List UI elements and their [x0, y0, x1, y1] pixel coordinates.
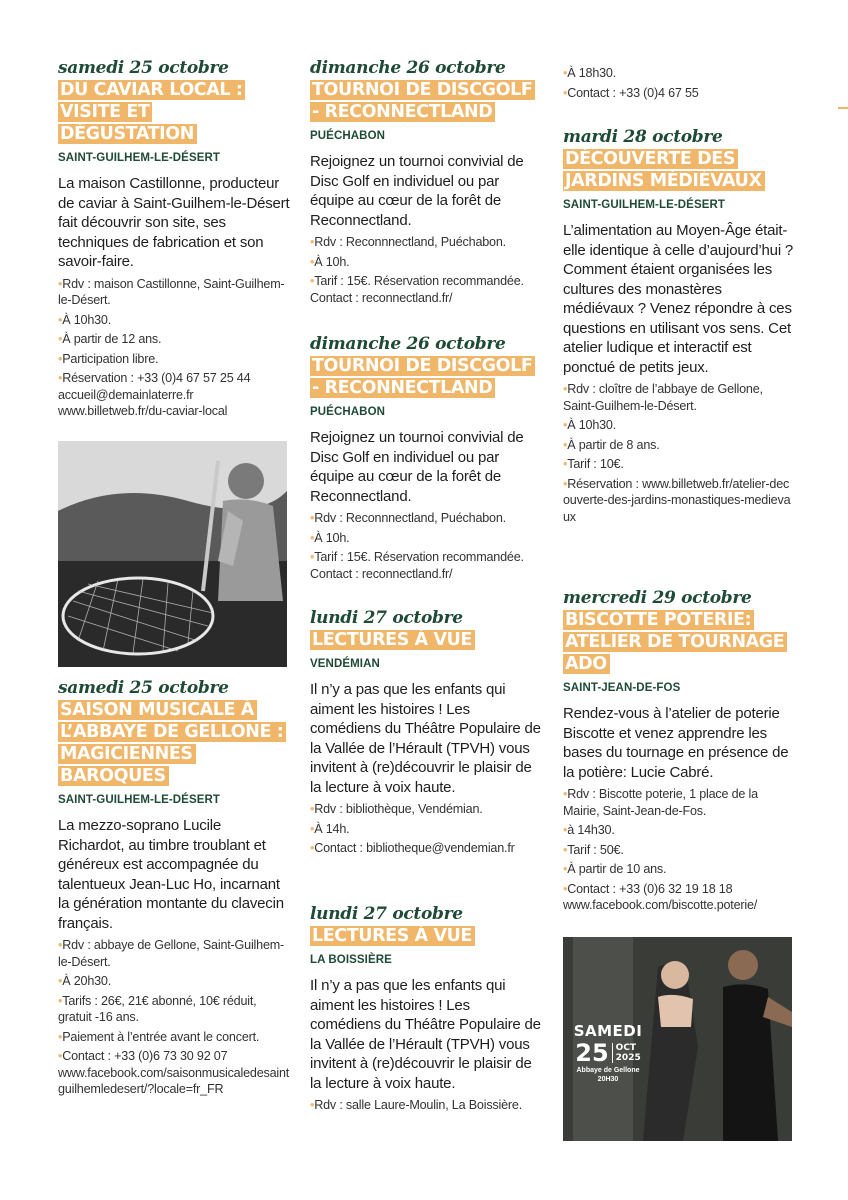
event-info: •À 10h. [310, 530, 350, 545]
event-info: •À partir de 10 ans. [563, 862, 667, 876]
event-date: samedi 25 octobre [58, 678, 229, 698]
poster-month: OCT [615, 1043, 637, 1053]
event-info: •Rdv : Reconnnectland, Puéchabon. [310, 235, 506, 249]
event-info: •Contact : +33 (0)4 67 55 [563, 85, 699, 100]
event-info: •Rdv : bibliothèque, Vendémian. [310, 802, 483, 816]
poster-year: 2025 [615, 1053, 641, 1063]
event-description: Rejoignez un tournoi convivial de Disc Golf en individuel ou par équipe au cœur de la forêt de Reconnectland. [310, 429, 524, 505]
event-place: SAINT-GUILHEM-LE-DÉSERT [58, 794, 221, 806]
event-description: Il n’y a pas que les enfants qui aiment les histoires ! Les comédiens du Théâtre Populaire de la Vallée de l’Hérault (TPVH) vous invitent à (re)découvrir le plaisir de la lecture à voix haute. [310, 681, 541, 796]
photo-illustration [58, 441, 287, 667]
event-place: PUÉCHABON [310, 130, 386, 142]
event-place: SAINT-JEAN-DE-FOS [563, 682, 681, 694]
event-info: •À partir de 12 ans. [58, 332, 162, 346]
event-info: •Rdv : Reconnnectland, Puéchabon. [310, 511, 506, 525]
event-title: LECTURES À VUE [310, 925, 542, 947]
event-description: La maison Castillonne, producteur de caviar à Saint-Guilhem-le-Désert fait découvrir son site, ses techniques de fabrication et son savoir-faire. [58, 175, 290, 270]
event-info: •À partir de 8 ans. [563, 437, 660, 452]
poster-month-year [612, 1043, 641, 1063]
event-info: •Tarif : 10€. [563, 457, 624, 471]
event-discgolf-2 [310, 334, 542, 585]
event-date: samedi 25 octobre [58, 58, 229, 78]
event-place: VENDÉMIAN [310, 658, 380, 670]
event-place: SAINT-GUILHEM-LE-DÉSERT [58, 152, 221, 164]
event-date: mercredi 29 octobre [563, 588, 752, 608]
event-info: •À 10h30. [58, 312, 112, 327]
event-title: TOURNOI DE DISCGOLF - RECONNECTLAND [310, 79, 542, 123]
event-description: La mezzo-soprano Lucile Richardot, au timbre troublant et généreux est accompagnée du talentueux Jean-Luc Ho, incarnant la génération montante du clavecin français. [58, 817, 284, 932]
event-info: •Contact : +33 (0)6 73 30 92 07 [58, 1049, 228, 1063]
event-description: Rendez-vous à l’atelier de poterie Biscotte et venez apprendre les bases du tournage en présence de la potière: Lucie Cabré. [563, 705, 789, 781]
poster-day-number: 25 [575, 1039, 609, 1067]
event-info: •Participation libre. [58, 351, 159, 366]
event-info: •Tarif : 50€. [563, 842, 624, 857]
event-link: www.billetweb.fr/du-caviar-local [58, 404, 228, 418]
event-description: Rejoignez un tournoi convivial de Disc Golf en individuel ou par équipe au cœur de la forêt de Reconnectland. [310, 153, 524, 229]
event-place: SAINT-GUILHEM-LE-DÉSERT [563, 199, 726, 211]
event-info: •Rdv : abbaye de Gellone, Saint-Guilhem-le-Désert. [58, 938, 285, 969]
page-edge-mark [838, 107, 848, 109]
event-place: PUÉCHABON [310, 406, 386, 418]
event-title: TOURNOI DE DISCGOLF - RECONNECTLAND [310, 355, 542, 399]
poster-time: 20H30 [597, 1076, 619, 1083]
event-date: lundi 27 octobre [310, 608, 463, 628]
event-info: •Réservation : +33 (0)4 67 57 25 44 [58, 371, 251, 385]
event-info: •Paiement à l’entrée avant le concert. [58, 1029, 260, 1044]
poster-date-row [567, 1040, 649, 1066]
event-saison-musicale [58, 678, 290, 1098]
event-lectures-boissiere-continued [563, 62, 795, 104]
event-info: •À 20h30. [58, 974, 112, 988]
event-date: dimanche 26 octobre [310, 58, 506, 78]
event-discgolf-1 [310, 58, 542, 309]
poster-date-block [567, 1023, 649, 1084]
event-lectures-boissiere [310, 904, 542, 1117]
poster-day: SAMEDI [573, 1022, 643, 1040]
event-caviar [58, 58, 290, 420]
caviar-producer-photo [58, 441, 287, 667]
event-title: DU CAVIAR LOCAL : VISITE ET DÉGUSTATION [58, 79, 290, 145]
event-biscotte-poterie [563, 588, 795, 914]
event-info: •à 14h30. [563, 823, 615, 837]
concert-poster-photo [563, 937, 792, 1141]
event-info: •Réservation : www.billetweb.fr/atelier-decouverte-des-jardins-monastiques-medievaux [563, 476, 791, 524]
event-jardins-medievaux [563, 127, 795, 528]
event-date: lundi 27 octobre [310, 904, 463, 924]
event-lectures-vendemian [310, 608, 542, 860]
event-info: •À 10h. [310, 254, 350, 269]
event-title: LECTURES À VUE [310, 629, 542, 651]
event-title: DÉCOUVERTE DES JARDINS MÉDIÉVAUX [563, 148, 795, 192]
event-info: •Rdv : salle Laure-Moulin, La Boissière. [310, 1098, 523, 1112]
event-info: •À 14h. [310, 821, 350, 836]
poster-place: Abbaye de Gellone [576, 1067, 640, 1074]
event-info: •À 10h30. [563, 418, 617, 432]
event-date: dimanche 26 octobre [310, 334, 506, 354]
event-info: •Tarif : 15€. Réservation recommandée. Contact : reconnectland.fr/ [310, 550, 524, 581]
event-email: accueil@demainlaterre.fr [58, 387, 194, 402]
event-info: •Tarifs : 26€, 21€ abonné, 10€ réduit, gratuit -16 ans. [58, 993, 257, 1024]
event-info: •Rdv : maison Castillonne, Saint-Guilhem-le-Désert. [58, 276, 285, 307]
event-description: L’alimentation au Moyen-Âge était-elle identique à celle d’aujourd’hui ? Comment étaient organisées les cultures des monastères médiévaux ? Venez répondre à ces questions en utilisant vos sens. Cet atelier ludique et interactif est ponctué de petits jeux. [563, 222, 794, 376]
event-info: •À 18h30. [563, 66, 617, 80]
event-link: www.facebook.com/saisonmusicaledesaintguilhemledesert/?locale=fr_FR [58, 1065, 290, 1096]
event-info: •Contact : +33 (0)6 32 19 18 18 [563, 881, 733, 896]
event-description: Il n’y a pas que les enfants qui aiment les histoires ! Les comédiens du Théâtre Populaire de la Vallée de l’Hérault (TPVH) vous invitent à (re)découvrir le plaisir de la lecture à voix haute. [310, 977, 541, 1092]
event-link: www.facebook.com/biscotte.poterie/ [563, 898, 758, 912]
event-info: •Contact : bibliotheque@vendemian.fr [310, 841, 515, 855]
event-place: LA BOISSIÈRE [310, 954, 392, 966]
event-title: BISCOTTE POTERIE: ATELIER DE TOURNAGE ADO [563, 609, 795, 675]
event-date: mardi 28 octobre [563, 127, 723, 147]
event-info: •Rdv : cloître de l’abbaye de Gellone, Saint-Guilhem-le-Désert. [563, 382, 763, 413]
event-title: SAISON MUSICALE À L’ABBAYE DE GELLONE : MAGICIENNES BAROQUES [58, 699, 290, 787]
event-info: •Rdv : Biscotte poterie, 1 place de la Mairie, Saint-Jean-de-Fos. [563, 787, 758, 818]
event-info: •Tarif : 15€. Réservation recommandée. Contact : reconnectland.fr/ [310, 274, 524, 305]
